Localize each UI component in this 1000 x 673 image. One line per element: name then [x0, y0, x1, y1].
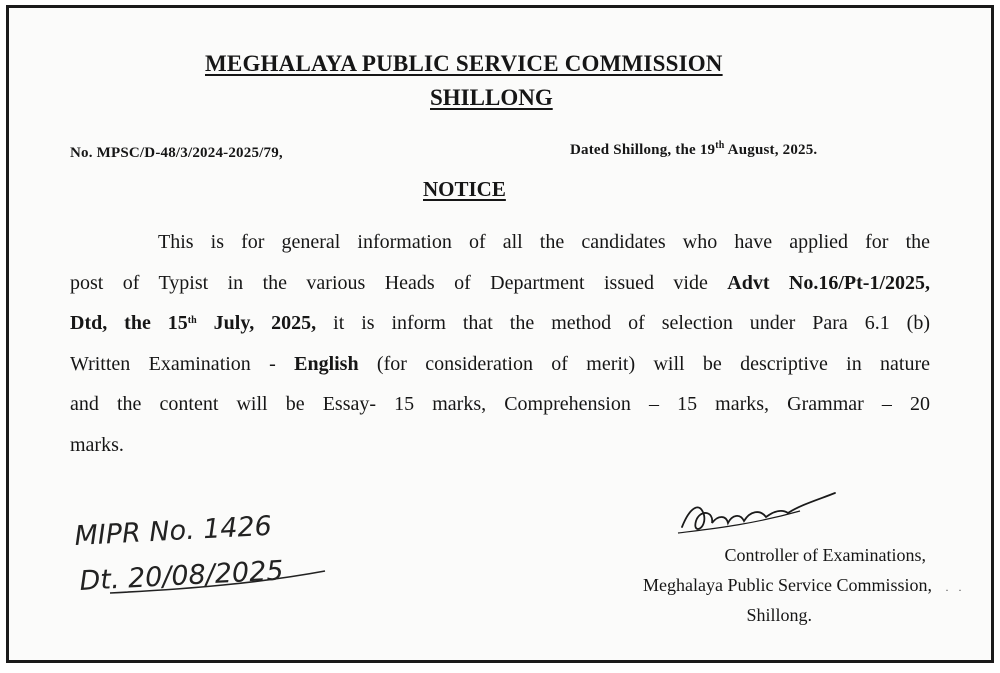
stray-marks: · · — [945, 583, 965, 597]
notice-heading: NOTICE — [423, 177, 506, 201]
handwritten-line: MIPR No. 1426 — [73, 510, 273, 552]
issue-date: Dated Shillong, the 19th August, 2025. — [570, 140, 818, 158]
signatory-designation: Controller of Examinations, — [724, 545, 926, 565]
signatory-block — [643, 540, 932, 630]
notice-line: post of Typist in the various Heads of Department issued vide Advt No.16/Pt-1/2025, — [70, 271, 930, 294]
reference-number: No. MPSC/D-48/3/2024-2025/79, — [70, 145, 283, 161]
notice-line: Dtd, the 15th July, 2025, it is inform that the method of selection under Para 6.1 (b) — [70, 312, 931, 334]
signatory-city: Shillong. — [746, 605, 812, 625]
handwritten-line: Dt. 20/08/2025 — [78, 555, 285, 597]
notice-line: This is for general information of all the candidates who have applied for the — [158, 231, 930, 253]
organization-city: SHILLONG — [430, 85, 553, 110]
notice-body — [70, 222, 930, 465]
organization-title: MEGHALAYA PUBLIC SERVICE COMMISSION — [205, 51, 723, 76]
signature-scribble — [670, 485, 840, 545]
signatory-organization: Meghalaya Public Service Commission, — [643, 575, 932, 595]
notice-line: marks. — [70, 433, 124, 456]
handwritten-mipr-note — [70, 505, 350, 605]
notice-line: Written Examination - English (for consideration of merit) will be descriptive in nature — [70, 352, 931, 375]
notice-line: and the content will be Essay- 15 marks, Comprehension – 15 marks, Grammar – 20 — [70, 393, 930, 415]
